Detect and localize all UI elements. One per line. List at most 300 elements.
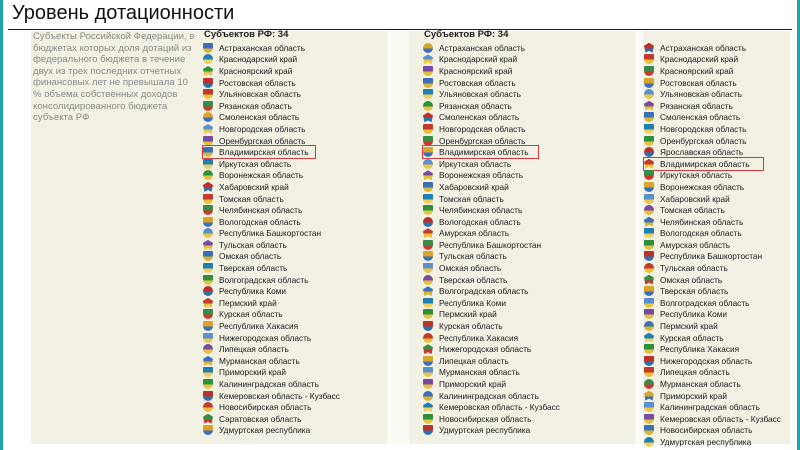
coat-of-arms-icon: [644, 170, 654, 180]
region-name: Тульская область: [439, 251, 507, 262]
coat-of-arms-icon: [423, 43, 433, 53]
coat-of-arms-icon: [644, 194, 654, 204]
region-item: [423, 135, 560, 147]
region-name: Нижегородская область: [439, 344, 532, 355]
region-item: [203, 123, 340, 135]
coat-of-arms-icon: [203, 170, 213, 180]
coat-of-arms-icon: [203, 89, 213, 99]
region-item: [203, 193, 340, 205]
region-name: Кемеровская область - Кузбасс: [660, 413, 781, 424]
region-name: Томская область: [219, 193, 284, 204]
coat-of-arms-icon: [203, 159, 213, 169]
region-name: Вологодская область: [439, 216, 521, 227]
region-name: Астраханская область: [439, 42, 526, 53]
region-name: Оренбургская область: [660, 135, 747, 146]
coat-of-arms-icon: [203, 391, 213, 401]
region-name: Липецкая область: [660, 367, 730, 378]
region-name: Краснодарский край: [660, 54, 739, 65]
region-name: Смоленская область: [439, 112, 520, 123]
region-item: [203, 88, 340, 100]
region-name: Омская область: [439, 263, 502, 274]
region-column-2: [423, 28, 560, 436]
coat-of-arms-icon: [644, 379, 654, 389]
region-name: Республика Башкортостан: [439, 239, 542, 250]
region-item: [644, 135, 781, 147]
region-item: [203, 297, 340, 309]
coat-of-arms-icon: [423, 147, 433, 157]
region-name: Калининградская область: [439, 390, 539, 401]
region-item: [644, 413, 781, 425]
coat-of-arms-icon: [203, 367, 213, 377]
criteria-description: Субъекты Российской Федерации, в бюджетах которых доля дотаций из федерального бюджета в течение двух из трех последних отчетных финансовых лет не превышала 10 % объема собственных доходов консолидированного бюджета субъекта РФ: [33, 31, 195, 124]
region-item: [644, 193, 781, 205]
column-header-spacer: [644, 28, 781, 42]
region-name: Красноярский край: [439, 65, 513, 76]
region-item: [644, 355, 781, 367]
coat-of-arms-icon: [423, 414, 433, 424]
region-item: [644, 320, 781, 332]
coat-of-arms-icon: [203, 414, 213, 424]
coat-of-arms-icon: [644, 309, 654, 319]
region-name: Пермский край: [439, 309, 497, 320]
coat-of-arms-icon: [203, 147, 213, 157]
region-name: Калининградская область: [219, 379, 319, 390]
region-item: [203, 239, 340, 251]
coat-of-arms-icon: [423, 112, 433, 122]
region-column-3: [644, 28, 781, 448]
region-name: Ульяновская область: [660, 89, 742, 100]
coat-of-arms-icon: [644, 101, 654, 111]
coat-of-arms-icon: [203, 286, 213, 296]
region-item: [203, 378, 340, 390]
region-name: Астраханская область: [219, 42, 306, 53]
region-item: [423, 123, 560, 135]
coat-of-arms-icon: [203, 309, 213, 319]
region-item: [423, 100, 560, 112]
region-item: [423, 170, 560, 182]
coat-of-arms-icon: [423, 101, 433, 111]
region-name: Удмуртская республика: [439, 425, 531, 436]
region-item: [644, 146, 781, 158]
coat-of-arms-icon: [203, 217, 213, 227]
coat-of-arms-icon: [644, 136, 654, 146]
coat-of-arms-icon: [423, 182, 433, 192]
region-item: [644, 216, 781, 228]
coat-of-arms-icon: [423, 240, 433, 250]
region-name: Волгоградская область: [660, 297, 750, 308]
coat-of-arms-icon: [423, 356, 433, 366]
region-name: Курская область: [660, 332, 724, 343]
region-name: Республика Хакасия: [439, 332, 519, 343]
coat-of-arms-icon: [423, 309, 433, 319]
region-item: [203, 216, 340, 228]
region-list: [423, 42, 560, 436]
slide-title: Уровень дотационности: [12, 2, 235, 24]
region-item: [644, 251, 781, 263]
coat-of-arms-icon: [423, 228, 433, 238]
region-list: [644, 42, 781, 448]
region-item: [203, 390, 340, 402]
region-name: Приморский край: [219, 367, 286, 378]
region-item: [423, 77, 560, 89]
region-item: [644, 297, 781, 309]
region-name: Нижегородская область: [660, 355, 753, 366]
region-item: [423, 262, 560, 274]
coat-of-arms-icon: [423, 402, 433, 412]
coat-of-arms-icon: [203, 321, 213, 331]
region-item: [644, 285, 781, 297]
region-name: Республика Башкортостан: [219, 228, 322, 239]
region-item: [644, 332, 781, 344]
region-name: Хабаровский край: [219, 181, 289, 192]
coat-of-arms-icon: [423, 89, 433, 99]
region-column-1: [203, 28, 340, 436]
region-item: [644, 274, 781, 286]
coat-of-arms-icon: [203, 402, 213, 412]
region-item: [423, 251, 560, 263]
region-name: Иркутская область: [439, 158, 512, 169]
region-name: Пермский край: [660, 321, 718, 332]
region-name: Новгородская область: [219, 123, 306, 134]
coat-of-arms-icon: [203, 54, 213, 64]
region-item: [644, 77, 781, 89]
region-name: Воронежская область: [219, 170, 304, 181]
coat-of-arms-icon: [644, 391, 654, 401]
region-list: [203, 42, 340, 436]
coat-of-arms-icon: [203, 66, 213, 76]
region-name: Вологодская область: [219, 216, 301, 227]
region-item: [423, 54, 560, 66]
coat-of-arms-icon: [644, 275, 654, 285]
region-item: [644, 436, 781, 448]
region-name: Амурская область: [660, 239, 731, 250]
coat-of-arms-icon: [203, 298, 213, 308]
region-name: Удмуртская республика: [660, 436, 752, 447]
region-name: Липецкая область: [219, 344, 289, 355]
coat-of-arms-icon: [644, 437, 654, 447]
region-item: [644, 158, 763, 170]
region-item: [203, 332, 340, 344]
coat-of-arms-icon: [423, 321, 433, 331]
region-item: [203, 367, 340, 379]
region-item: [203, 309, 340, 321]
region-item: [423, 425, 560, 437]
region-name: Краснодарский край: [219, 54, 298, 65]
coat-of-arms-icon: [203, 263, 213, 273]
region-name: Курская область: [219, 309, 283, 320]
region-name: Ульяновская область: [439, 89, 521, 100]
column-header: Субъектов РФ: 34: [204, 29, 289, 40]
coat-of-arms-icon: [423, 194, 433, 204]
region-item: [423, 378, 560, 390]
region-item: [423, 390, 560, 402]
region-name: Ростовская область: [219, 77, 296, 88]
coat-of-arms-icon: [203, 101, 213, 111]
coat-of-arms-icon: [203, 379, 213, 389]
region-item: [203, 170, 340, 182]
region-name: Новосибирская область: [660, 425, 753, 436]
coat-of-arms-icon: [644, 414, 654, 424]
coat-of-arms-icon: [644, 159, 654, 169]
region-name: Саратовская область: [219, 413, 302, 424]
region-item: [644, 204, 781, 216]
region-item: [203, 65, 340, 77]
region-item: [203, 320, 340, 332]
coat-of-arms-icon: [203, 124, 213, 134]
region-item: [423, 367, 560, 379]
coat-of-arms-icon: [644, 425, 654, 435]
coat-of-arms-icon: [423, 54, 433, 64]
coat-of-arms-icon: [644, 78, 654, 88]
coat-of-arms-icon: [423, 78, 433, 88]
region-name: Пермский край: [219, 297, 277, 308]
coat-of-arms-icon: [644, 66, 654, 76]
region-item: [423, 42, 560, 54]
region-name: Новгородская область: [439, 123, 526, 134]
region-item: [423, 193, 560, 205]
region-item: [644, 88, 781, 100]
region-name: Рязанская область: [439, 100, 512, 111]
region-item: [423, 355, 560, 367]
region-name: Воронежская область: [439, 170, 524, 181]
region-item: [423, 158, 560, 170]
region-item: [423, 285, 560, 297]
region-name: Нижегородская область: [219, 332, 312, 343]
region-name: Красноярский край: [660, 65, 734, 76]
region-name: Ярославская область: [660, 147, 744, 158]
region-name: Кемеровская область - Кузбасс: [439, 402, 560, 413]
region-item: [203, 158, 340, 170]
coat-of-arms-icon: [203, 182, 213, 192]
region-item: [423, 146, 538, 158]
region-item: [423, 88, 560, 100]
coat-of-arms-icon: [203, 136, 213, 146]
region-name: Тульская область: [219, 239, 287, 250]
region-item: [644, 343, 781, 355]
coat-of-arms-icon: [423, 333, 433, 343]
region-name: Рязанская область: [660, 100, 733, 111]
region-name: Смоленская область: [660, 112, 741, 123]
coat-of-arms-icon: [203, 356, 213, 366]
region-name: Волгоградская область: [219, 274, 309, 285]
coat-of-arms-icon: [644, 240, 654, 250]
coat-of-arms-icon: [203, 205, 213, 215]
coat-of-arms-icon: [203, 194, 213, 204]
coat-of-arms-icon: [644, 228, 654, 238]
region-name: Удмуртская республика: [219, 425, 311, 436]
region-name: Тверская область: [439, 274, 508, 285]
region-item: [644, 401, 781, 413]
coat-of-arms-icon: [423, 344, 433, 354]
column-header: Субъектов РФ: 34: [424, 29, 509, 40]
region-item: [423, 401, 560, 413]
region-name: Астраханская область: [660, 42, 747, 53]
region-item: [644, 239, 781, 251]
region-item: [203, 77, 340, 89]
region-name: Липецкая область: [439, 355, 509, 366]
region-item: [203, 343, 340, 355]
region-name: Вологодская область: [660, 228, 742, 239]
region-item: [423, 309, 560, 321]
coat-of-arms-icon: [203, 240, 213, 250]
region-name: Республика Коми: [660, 309, 728, 320]
region-name: Хабаровский край: [439, 181, 509, 192]
coat-of-arms-icon: [203, 228, 213, 238]
coat-of-arms-icon: [203, 333, 213, 343]
region-name: Томская область: [439, 193, 504, 204]
region-item: [423, 65, 560, 77]
region-name: Приморский край: [660, 390, 727, 401]
coat-of-arms-icon: [644, 344, 654, 354]
region-item: [423, 204, 560, 216]
region-name: Республика Башкортостан: [660, 251, 763, 262]
region-item: [203, 251, 340, 263]
region-item: [644, 367, 781, 379]
coat-of-arms-icon: [644, 321, 654, 331]
left-accent-bar: [0, 0, 3, 450]
region-item: [423, 274, 560, 286]
region-name: Новосибирская область: [439, 413, 532, 424]
region-item: [203, 181, 340, 193]
region-item: [203, 100, 340, 112]
region-item: [423, 320, 560, 332]
region-item: [203, 112, 340, 124]
panel-gap: [387, 31, 409, 444]
region-name: Иркутская область: [219, 158, 292, 169]
region-name: Оренбургская область: [219, 135, 306, 146]
coat-of-arms-icon: [644, 43, 654, 53]
coat-of-arms-icon: [423, 136, 433, 146]
region-item: [203, 401, 340, 413]
coat-of-arms-icon: [423, 66, 433, 76]
coat-of-arms-icon: [423, 170, 433, 180]
coat-of-arms-icon: [203, 275, 213, 285]
region-name: Тверская область: [660, 286, 729, 297]
coat-of-arms-icon: [644, 367, 654, 377]
region-item: [644, 378, 781, 390]
region-item: [644, 425, 781, 437]
region-item: [203, 204, 340, 216]
region-name: Курская область: [439, 321, 503, 332]
coat-of-arms-icon: [644, 356, 654, 366]
region-item: [203, 413, 340, 425]
region-item: [203, 54, 340, 66]
region-item: [644, 170, 781, 182]
coat-of-arms-icon: [203, 112, 213, 122]
region-name: Ростовская область: [660, 77, 737, 88]
region-item: [423, 228, 560, 240]
panel-gap: [635, 31, 643, 444]
region-item: [423, 332, 560, 344]
region-item: [203, 135, 340, 147]
coat-of-arms-icon: [644, 298, 654, 308]
region-name: Ульяновская область: [219, 89, 301, 100]
region-name: Новосибирская область: [219, 402, 312, 413]
region-item: [423, 413, 560, 425]
region-name: Рязанская область: [219, 100, 292, 111]
region-item: [423, 181, 560, 193]
region-name: Иркутская область: [660, 170, 733, 181]
region-item: [644, 181, 781, 193]
coat-of-arms-icon: [423, 379, 433, 389]
region-name: Республика Коми: [439, 297, 507, 308]
region-item: [203, 274, 340, 286]
coat-of-arms-icon: [423, 124, 433, 134]
region-name: Владимирская область: [660, 158, 750, 169]
coat-of-arms-icon: [644, 205, 654, 215]
region-item: [644, 100, 781, 112]
region-item: [644, 309, 781, 321]
region-name: Воронежская область: [660, 181, 745, 192]
coat-of-arms-icon: [203, 43, 213, 53]
region-item: [644, 228, 781, 240]
coat-of-arms-icon: [423, 286, 433, 296]
coat-of-arms-icon: [644, 124, 654, 134]
region-name: Омская область: [219, 251, 282, 262]
coat-of-arms-icon: [644, 112, 654, 122]
coat-of-arms-icon: [423, 263, 433, 273]
coat-of-arms-icon: [203, 78, 213, 88]
region-name: Томская область: [660, 205, 725, 216]
region-item: [644, 262, 781, 274]
coat-of-arms-icon: [644, 402, 654, 412]
region-item: [644, 65, 781, 77]
coat-of-arms-icon: [644, 333, 654, 343]
region-name: Мурманская область: [660, 379, 741, 390]
coat-of-arms-icon: [423, 217, 433, 227]
region-item: [644, 42, 781, 54]
region-item: [644, 390, 781, 402]
region-name: Хабаровский край: [660, 193, 730, 204]
region-item: [423, 112, 560, 124]
region-name: Республика Хакасия: [660, 344, 740, 355]
region-name: Волгоградская область: [439, 286, 529, 297]
region-name: Тульская область: [660, 263, 728, 274]
region-name: Омская область: [660, 274, 723, 285]
coat-of-arms-icon: [423, 425, 433, 435]
region-name: Амурская область: [439, 228, 510, 239]
region-name: Приморский край: [439, 379, 506, 390]
coat-of-arms-icon: [644, 263, 654, 273]
region-name: Мурманская область: [439, 367, 520, 378]
coat-of-arms-icon: [423, 251, 433, 261]
region-name: Владимирская область: [219, 147, 309, 158]
region-name: Владимирская область: [439, 147, 529, 158]
region-name: Республика Хакасия: [219, 321, 299, 332]
coat-of-arms-icon: [423, 391, 433, 401]
coat-of-arms-icon: [644, 89, 654, 99]
region-item: [203, 228, 340, 240]
region-item: [423, 239, 560, 251]
coat-of-arms-icon: [644, 251, 654, 261]
region-item: [644, 123, 781, 135]
coat-of-arms-icon: [423, 367, 433, 377]
region-item: [644, 54, 781, 66]
region-item: [203, 355, 340, 367]
coat-of-arms-icon: [644, 54, 654, 64]
region-item: [423, 216, 560, 228]
region-name: Новгородская область: [660, 123, 747, 134]
region-item: [203, 425, 340, 437]
region-name: Челябинская область: [439, 205, 523, 216]
coat-of-arms-icon: [644, 217, 654, 227]
region-name: Ростовская область: [439, 77, 516, 88]
coat-of-arms-icon: [644, 147, 654, 157]
region-name: Челябинская область: [660, 216, 744, 227]
region-name: Калининградская область: [660, 402, 760, 413]
region-name: Республика Коми: [219, 286, 287, 297]
region-name: Челябинская область: [219, 205, 303, 216]
